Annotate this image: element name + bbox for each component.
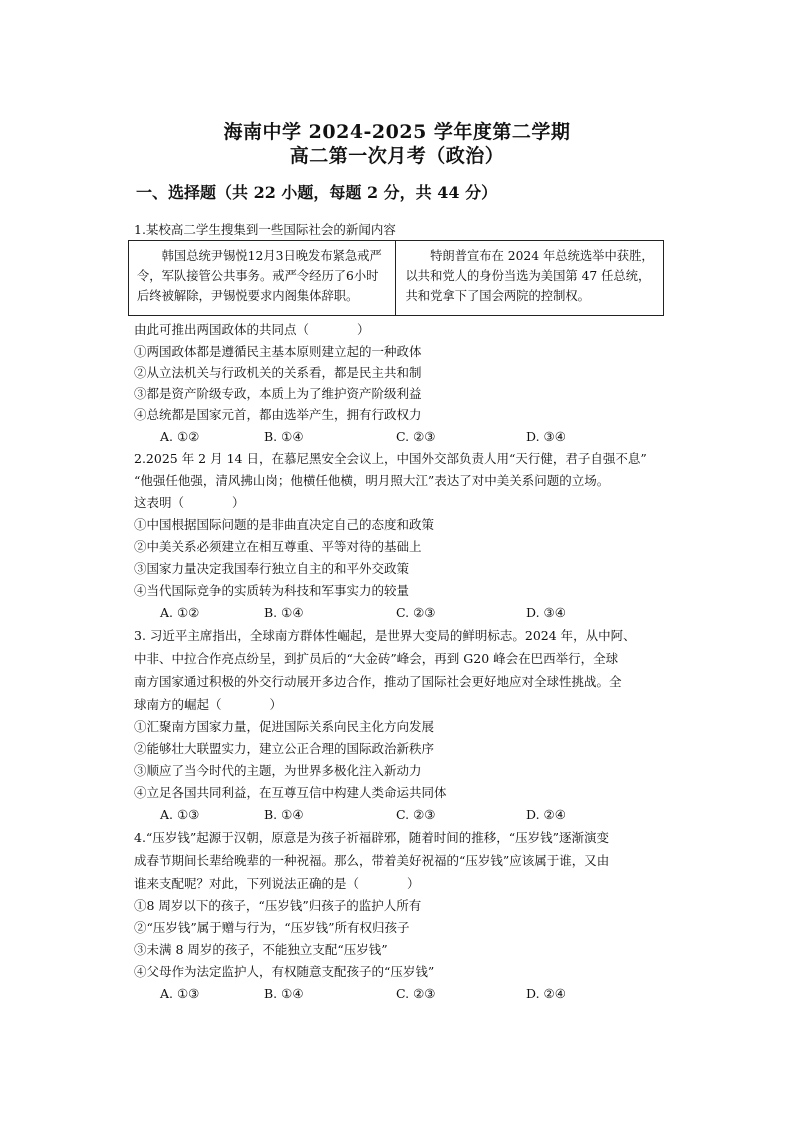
q4-item-4: ④父母作为法定监护人，有权随意支配孩子的“压岁钱”: [134, 964, 435, 979]
q2-option-c[interactable]: C. ②③: [396, 605, 436, 620]
q1-item-4: ④总统都是国家元首，都由选举产生，拥有行政权力: [134, 407, 422, 422]
q1-option-d[interactable]: D. ③④: [526, 429, 566, 444]
q3-item-1: ①汇聚南方国家力量，促进国际关系向民主化方向发展: [134, 719, 435, 734]
news-usa: 特朗普宣布在 2024 年总统选举中获胜，以共和党人的身份当选为美国第 47 任总统，共和党拿下了国会两院的控制权。: [395, 241, 664, 315]
q3-item-2: ②能够壮大联盟实力，建立公正合理的国际政治新秩序: [134, 741, 435, 756]
q2-line-2: “他强任他强，清风拂山岗；他横任他横，明月照大江”表达了对中美关系问题的立场。: [134, 473, 610, 488]
q4-line-3-text: 谁来支配呢？对此，下列说法正确的是（: [134, 876, 360, 891]
q3-option-c[interactable]: C. ②③: [396, 807, 436, 822]
q3-line-4-text: 球南方的崛起（: [134, 697, 222, 712]
q2-line-1: 2.2025 年 2 月 14 日，在慕尼黑安全会议上，中国外交部负责人用“天行健，君子自强不息”: [134, 451, 647, 466]
q2-item-1: ①中国根据国际问题的是非曲直决定自己的态度和政策: [134, 517, 435, 532]
q2-option-d[interactable]: D. ③④: [526, 605, 566, 620]
q3-option-d[interactable]: D. ②④: [526, 807, 566, 822]
q3-line-3: 南方国家通过积极的外交行动展开多边合作，推动了国际社会更好地应对全球性挑战。全: [134, 674, 622, 689]
q4-option-d[interactable]: D. ②④: [526, 986, 566, 1001]
q4-line-2: 成春节期间长辈给晚辈的一种祝福。那么，带着美好祝福的“压岁钱”应该属于谁，又由: [134, 853, 610, 868]
q3-item-4: ④立足各国共同利益，在互尊互信中构建人类命运共同体: [134, 785, 447, 800]
q2-line-3-close: ）: [232, 495, 245, 510]
news-table: [128, 240, 664, 316]
q4-line-1: 4.“压岁钱”起源于汉朝，原意是为孩子祈福辟邪，随着时间的推移，“压岁钱”逐渐演变: [134, 830, 609, 845]
q1-question-text: 由此可推出两国政体的共同点（: [134, 322, 310, 337]
q4-item-1: ①8 周岁以下的孩子，“压岁钱”归孩子的监护人所有: [134, 898, 422, 913]
q1-options: [160, 429, 620, 445]
q1-item-1: ①两国政体都是遵循民主基本原则建立起的一种政体: [134, 344, 422, 359]
exam-subtitle: 高二第一次月考（政治）: [289, 145, 505, 167]
q3-option-b[interactable]: B. ①④: [264, 807, 304, 822]
q2-option-a[interactable]: A. ①②: [160, 605, 200, 620]
q3-options: [160, 807, 620, 823]
q2-option-b[interactable]: B. ①④: [264, 605, 304, 620]
q1-option-b[interactable]: B. ①④: [264, 429, 304, 444]
q1-question: [134, 322, 370, 338]
q1-item-3: ③都是资产阶级专政，本质上为了维护资产阶级利益: [134, 386, 422, 401]
q2-item-3: ③国家力量决定我国奉行独立自主的和平外交政策: [134, 561, 410, 576]
q4-item-3: ③未满 8 周岁的孩子，不能独立支配“压岁钱”: [134, 942, 388, 957]
q3-line-4: [134, 697, 282, 713]
q1-stem: 1.某校高二学生搜集到一些国际社会的新闻内容: [134, 222, 396, 237]
q4-options: [160, 986, 620, 1002]
q3-line-1: 3. 习近平主席指出，全球南方群体性崛起，是世界大变局的鲜明标志。2024 年，从中阿、: [134, 628, 636, 643]
q4-option-c[interactable]: C. ②③: [396, 986, 436, 1001]
q4-option-b[interactable]: B. ①④: [264, 986, 304, 1001]
q2-item-2: ②中美关系必须建立在相互尊重、平等对待的基础上: [134, 539, 422, 554]
q2-options: [160, 605, 620, 621]
section-heading: 一、选择题（共 22 小题，每题 2 分，共 44 分）: [136, 183, 498, 202]
q4-line-3-close: ）: [407, 876, 420, 891]
q1-question-close: ）: [357, 322, 370, 337]
q4-option-a[interactable]: A. ①③: [160, 986, 200, 1001]
q3-option-a[interactable]: A. ①③: [160, 807, 200, 822]
q1-item-2: ②从立法机关与行政机关的关系看，都是民主共和制: [134, 365, 422, 380]
q2-item-4: ④当代国际竞争的实质转为科技和军事实力的较量: [134, 583, 410, 598]
q3-line-2: 中非、中拉合作亮点纷呈，到扩员后的“大金砖”峰会，再到 G20 峰会在巴西举行，全球: [134, 651, 619, 666]
q4-line-3: [134, 876, 420, 892]
q2-line-3: [134, 495, 245, 511]
q3-item-3: ③顺应了当今时代的主题，为世界多极化注入新动力: [134, 763, 422, 778]
exam-title: 海南中学 2024-2025 学年度第二学期: [223, 121, 571, 143]
q1-option-c[interactable]: C. ②③: [396, 429, 436, 444]
news-korea: 韩国总统尹锡悦12月3日晚发布紧急戒严令，军队接管公共事务。戒严令经历了6小时后终被解除，尹锡悦要求内阁集体辞职。: [137, 249, 382, 303]
q3-line-4-close: ）: [269, 697, 283, 712]
q1-option-a[interactable]: A. ①②: [160, 429, 200, 444]
q2-line-3-text: 这表明（: [134, 495, 185, 510]
q4-item-2: ②“压岁钱”属于赠与行为，“压岁钱”所有权归孩子: [134, 920, 410, 935]
